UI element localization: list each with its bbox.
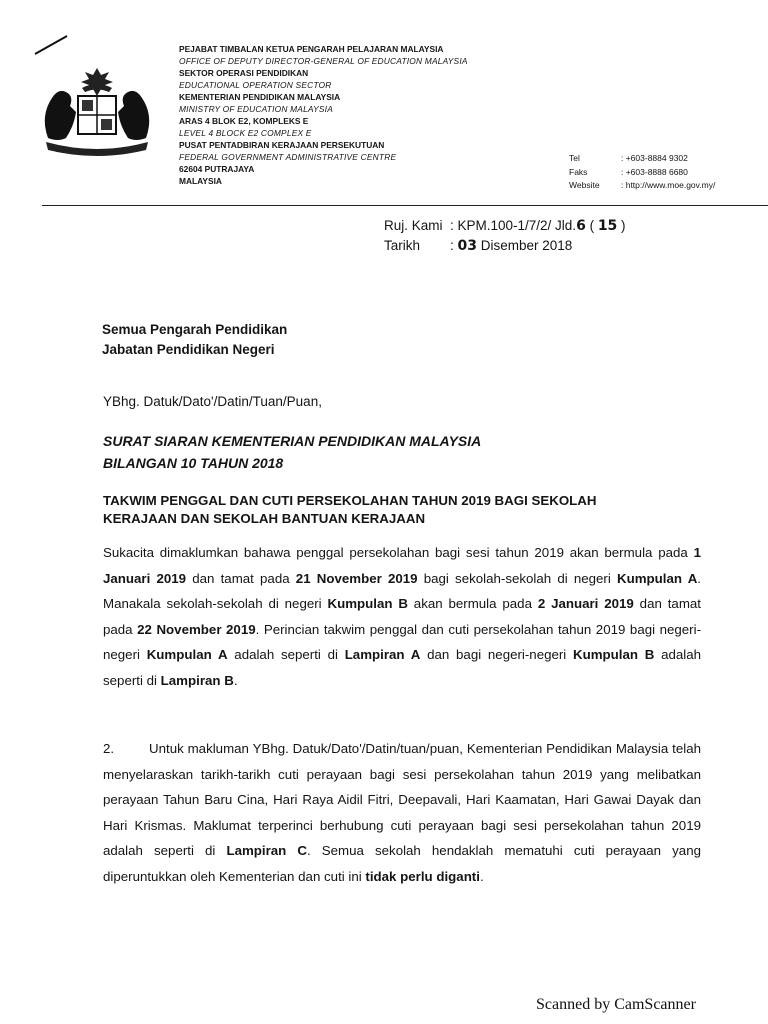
subject-heading: TAKWIM PENGGAL DAN CUTI PERSEKOLAHAN TAHUN 2019 BAGI SEKOLAH KERAJAAN DAN SEKOLAH BANTUAN KERAJAAN <box>103 493 597 526</box>
letterhead-line: LEVEL 4 BLOCK E2 COMPLEX E <box>179 128 312 138</box>
letterhead-line: MINISTRY OF EDUCATION MALAYSIA <box>179 104 333 114</box>
reference-block <box>384 216 626 256</box>
letterhead-line: PEJABAT TIMBALAN KETUA PENGARAH PELAJARAN MALAYSIA <box>179 44 444 54</box>
tarikh-label: Tarikh <box>384 238 421 253</box>
letterhead-line: FEDERAL GOVERNMENT ADMINISTRATIVE CENTRE <box>179 152 397 162</box>
paragraph-number: 2. <box>103 741 115 756</box>
tel-value: : +603-8884 9302 <box>621 153 688 163</box>
ruj-number: : KPM.100-1/7/2/ Jld.6 ( 15 ) <box>450 218 626 234</box>
contact-block <box>569 152 715 193</box>
tel-label: Tel <box>569 153 580 163</box>
salutation: YBhg. Datuk/Dato'/Datin/Tuan/Puan, <box>103 394 322 409</box>
crest-motto: BERSEKUTU BERTAMBAH MUTU <box>56 149 117 153</box>
ruj-label: Ruj. Kami <box>384 218 443 233</box>
header-divider <box>42 205 768 206</box>
recipient-line: Semua Pengarah Pendidikan <box>102 322 288 337</box>
recipient-block <box>102 320 287 360</box>
circular-title: SURAT SIARAN KEMENTERIAN PENDIDIKAN MALAYSIA BILANGAN 10 TAHUN 2018 <box>103 433 482 471</box>
website-label: Website <box>569 180 600 190</box>
website-link[interactable]: : http://www.moe.gov.my/ <box>621 180 716 190</box>
letterhead-line: MALAYSIA <box>179 176 222 186</box>
paragraph-2: 2. Untuk makluman YBhg. Datuk/Dato'/Datin/tuan/puan, Kementerian Pendidikan Malaysia telah menyelaraskan tarikh-tarikh cuti perayaan bagi sesi persekolahan tahun 2019 yang melibatkan perayaan Tahun Baru Cina, Hari Raya Aidil Fitri, Deepavali, Hari Kaamatan, Hari Gawai Dayak dan Hari Krismas. Maklumat terperinci berhubung cuti perayaan bagi sesi persekolahan tahun 2019 adalah seperti di Lampiran C. Semua sekolah hendaklah mematuhi cuti perayaan yang diperuntukkan oleh Kementerian dan cuti ini tidak perlu diganti. <box>103 736 701 889</box>
letterhead-line: ARAS 4 BLOK E2, KOMPLEKS E <box>179 116 309 126</box>
scanner-watermark: Scanned by CamScanner <box>536 996 696 1013</box>
letterhead-line: KEMENTERIAN PENDIDIKAN MALAYSIA <box>179 92 341 102</box>
letterhead-line: OFFICE OF DEPUTY DIRECTOR-GENERAL OF EDUCATION MALAYSIA <box>179 56 468 66</box>
coat-of-arms-emblem <box>38 66 156 158</box>
paragraph-1: Sukacita dimaklumkan bahawa penggal persekolahan bagi sesi tahun 2019 akan bermula pada 1 Januari 2019 dan tamat pada 21 November 2019 bagi sekolah-sekolah di negeri Kumpulan A. Manakala sekolah-sekolah di negeri Kumpulan B akan bermula pada 2 Januari 2019 dan tamat pada 22 November 2019. Perincian takwim penggal dan cuti persekolahan tahun 2019 bagi negeri-negeri Kumpulan A adalah seperti di Lampiran A dan bagi negeri-negeri Kumpulan B adalah seperti di Lampiran B. <box>103 545 702 688</box>
tarikh-value: : 03 Disember 2018 <box>450 238 573 254</box>
letterhead-line: EDUCATIONAL OPERATION SECTOR <box>179 80 332 90</box>
pen-mark <box>33 34 69 56</box>
recipient-line: Jabatan Pendidikan Negeri <box>102 342 275 357</box>
letterhead-line: PUSAT PENTADBIRAN KERAJAAN PERSEKUTUAN <box>179 140 385 150</box>
letterhead-line: SEKTOR OPERASI PENDIDIKAN <box>179 68 309 78</box>
letterhead-line: 62604 PUTRAJAYA <box>179 164 255 174</box>
faks-value: : +603-8888 6680 <box>621 166 688 177</box>
letterhead-address <box>179 43 549 187</box>
faks-label: Faks <box>569 166 588 177</box>
